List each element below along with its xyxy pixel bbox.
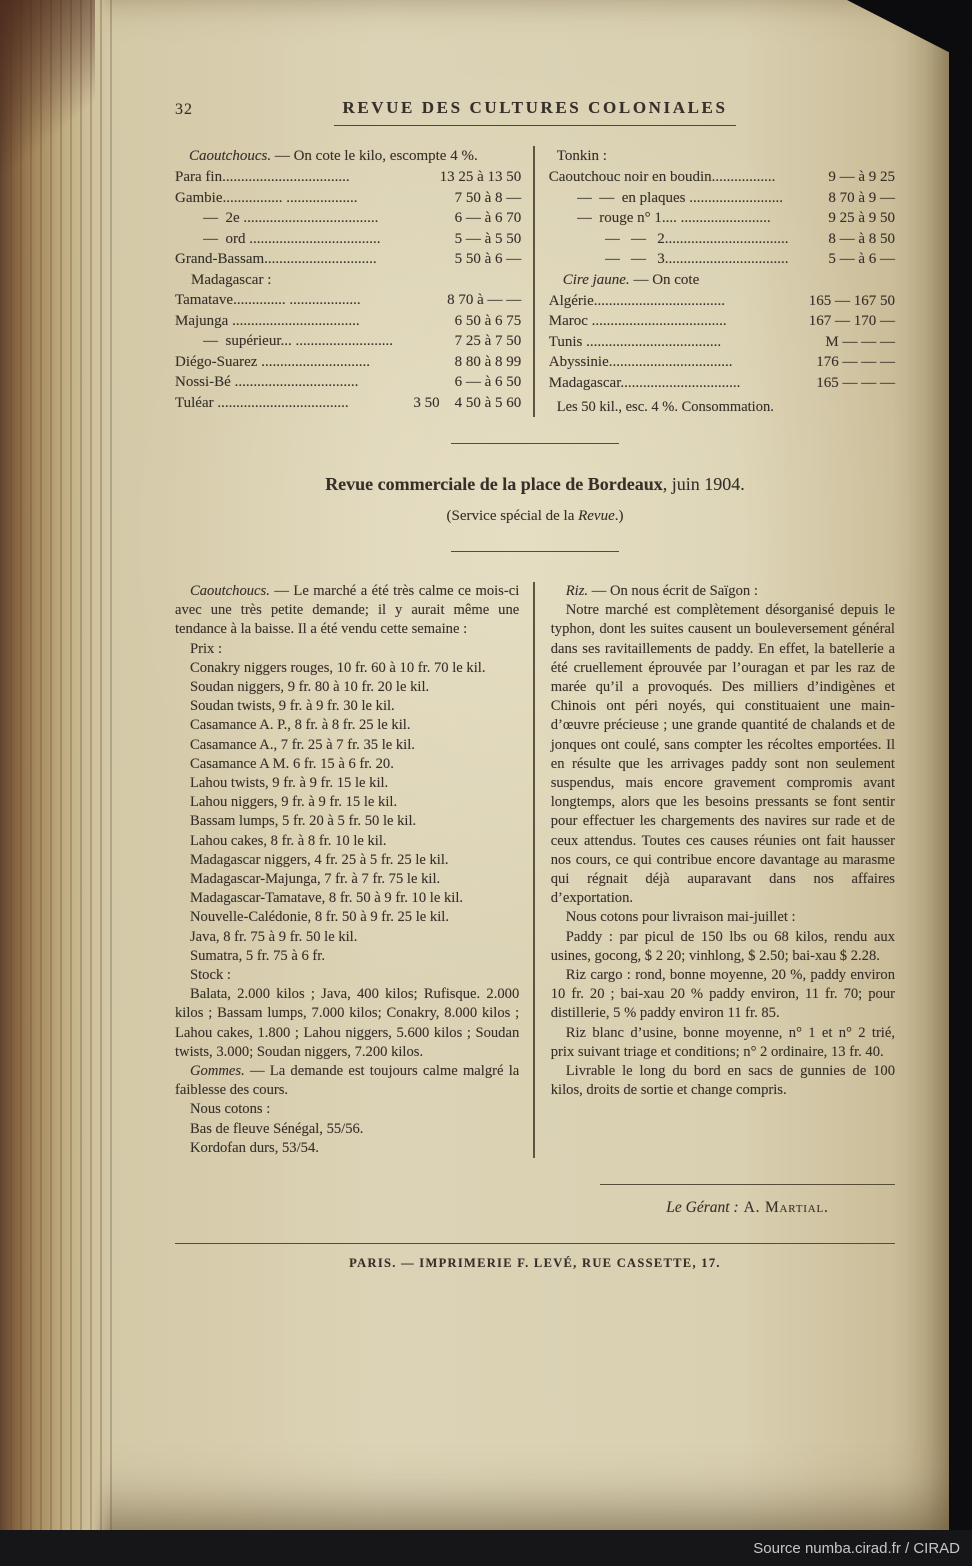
price-label: Nossi-Bé ................................. <box>175 374 359 390</box>
paragraph-text: Madagascar niggers, 4 fr. 25 à 5 fr. 25 le kil. <box>190 851 449 868</box>
paragraph <box>175 966 519 985</box>
paragraph-lead: Gommes. <box>190 1063 245 1080</box>
paragraph-text: Casamance A M. 6 fr. 15 à 6 fr. 20. <box>190 755 394 772</box>
price-value: 3 50 4 50 à 5 60 <box>413 394 522 411</box>
price-row <box>549 291 895 312</box>
gerant-label: Le Gérant : <box>666 1199 739 1217</box>
paragraph-text: Riz cargo : rond, bonne moyenne, 20 %, paddy environ 10 fr. 20 ; bai-xau 20 % paddy environ, 11 fr. 70; pour distillerie, 5 % paddy environ 11 fr. 85. <box>550 967 895 1022</box>
escompte-note: Les 50 kil., esc. 4 %. Consommation. <box>556 399 774 415</box>
paragraph-text: Casamance A., 7 fr. 25 à 7 fr. 35 le kil. <box>190 736 415 753</box>
price-label: — — en plaques ......................... <box>576 189 783 206</box>
paragraph <box>551 1024 895 1062</box>
price-value: M — — — <box>825 333 895 350</box>
price-value: 6 — à 6 70 <box>454 210 522 226</box>
paragraph-text: Kordofan durs, 53/54. <box>190 1139 319 1156</box>
section-separator-rule <box>451 551 619 552</box>
paragraph-text: Bas de fleuve Sénégal, 55/56. <box>190 1120 364 1137</box>
price-value: 8 70 à 9 — <box>828 189 895 206</box>
cire-jaune-price-list <box>549 291 895 394</box>
paragraph-text: Prix : <box>190 640 223 657</box>
caoutchoucs-label: Caoutchoucs. <box>189 148 272 164</box>
price-value: 13 25 à 13 50 <box>439 169 522 185</box>
spine-corner-shadow <box>0 0 95 180</box>
page-content <box>175 98 895 1271</box>
price-row <box>175 167 521 188</box>
paragraph-text: Madagascar-Majunga, 7 fr. à 7 fr. 75 le kil. <box>190 871 441 888</box>
paragraph-text: Nous cotons : <box>190 1101 271 1118</box>
price-row <box>549 373 895 394</box>
price-label: — rouge n° 1.... ........................ <box>576 210 771 226</box>
paragraph <box>175 812 519 831</box>
paragraph-lead: Caoutchoucs. <box>190 583 270 599</box>
paragraph <box>175 1062 519 1100</box>
price-value: 9 — à 9 25 <box>828 169 895 185</box>
paragraph-text: Notre marché est complètement désorganisé depuis le typhon, dont les suites causent un bouleversement général dans ses ravitaillements de paddy. En effet, la batellerie a été cruellement éprouvée par l’ouragan et par les raz de marée qu’il a provoqués. Des milliers d’indigènes et Chinois ont péri noyés, qui constituaient une main-d’œuvre précieuse ; une grande quantité de chalands et de jonques ont coulé, sans compter les récoltes emportées. Il en résulte que les arrivages paddy sont non seulement suspendus, mais encore gravement compromis avant longtemps, alors que les besoins pressants se font sentir pour effectuer les chargements des navires sur rade et de ceux attendus. Toutes ces causes réunies ont fait hausser nos cours, ce qui contribue encore davantage au marasme qui régnait déjà auparavant dans nos affaires d’exportation. <box>550 602 895 907</box>
paragraph <box>175 985 519 1062</box>
price-row <box>175 311 521 332</box>
price-value: 7 25 à 7 50 <box>454 333 522 349</box>
paragraph <box>175 1120 519 1139</box>
paragraph-text: Java, 8 fr. 75 à 9 fr. 50 le kil. <box>190 928 358 945</box>
paragraph-text: Sumatra, 5 fr. 75 à 6 fr. <box>190 947 325 964</box>
price-row <box>175 352 521 373</box>
paragraph <box>175 947 519 966</box>
section-subtitle <box>175 508 895 525</box>
gerant-line <box>600 1199 895 1217</box>
price-label: Tunis .................................... <box>548 333 722 350</box>
price-label: — — 2................................. <box>604 230 789 247</box>
price-column-left <box>175 146 533 417</box>
imprint-rule <box>175 1243 895 1244</box>
paragraph <box>175 851 519 870</box>
paragraph-text: Paddy : par picul de 150 lbs ou 68 kilos, rendu aux usines, gocong, $ 2 20; vinhlong, $ 2.50; bai-xau $ 2.28. <box>550 928 895 964</box>
paragraph <box>551 908 895 927</box>
paragraph-text: Livrable le long du bord en sacs de gunnies de 100 kilos, droits de sortie et change compris. <box>550 1063 895 1099</box>
paragraph <box>551 1062 895 1100</box>
paragraph-text: Balata, 2.000 kilos ; Java, 400 kilos; Rufisque. 2.000 kilos ; Bassam lumps, 7.000 kilos; Conakry, 8.000 kilos ; Lahou cakes, 1.800 ; Lahou niggers, 5.600 kilos ; Soudan twists, 3.000; Soudan niggers, 7.200 kilos. <box>175 986 520 1060</box>
paragraph <box>175 832 519 851</box>
price-value: 9 25 à 9 50 <box>828 210 895 226</box>
price-value: 6 — à 6 50 <box>454 374 522 390</box>
price-row <box>549 249 895 270</box>
gerant-block <box>600 1184 895 1217</box>
paragraph-text: Madagascar-Tamatave, 8 fr. 50 à 9 fr. 10 le kil. <box>190 890 464 907</box>
price-row <box>175 372 521 393</box>
gerant-rule <box>600 1184 895 1185</box>
subtitle-revue: Revue <box>578 508 615 524</box>
paragraph <box>175 1139 519 1158</box>
price-label: Para fin.................................. <box>175 169 350 185</box>
price-row <box>549 332 895 353</box>
book-binding-edge <box>0 0 112 1530</box>
paragraph-text: Lahou niggers, 9 fr. à 9 fr. 15 le kil. <box>190 794 398 811</box>
paragraph-text: Casamance A. P., 8 fr. à 8 fr. 25 le kil. <box>190 717 411 734</box>
price-value: 6 50 à 6 75 <box>454 312 522 329</box>
paragraph <box>175 755 519 774</box>
running-header <box>175 98 895 126</box>
cire-jaune-label: Cire jaune. <box>562 271 630 288</box>
price-row <box>549 311 895 332</box>
price-label: — 2e .................................... <box>203 210 379 226</box>
paragraph-text: — La demande est toujours calme malgré la faiblesse des cours. <box>175 1063 520 1099</box>
price-row <box>549 188 895 209</box>
price-value: 165 — 167 50 <box>808 292 895 309</box>
price-label: Grand-Bassam.............................. <box>175 251 377 267</box>
paragraph <box>175 870 519 889</box>
price-column-right <box>535 146 895 417</box>
price-row <box>175 290 521 311</box>
paragraph-text: Conakry niggers rouges, 10 fr. 60 à 10 fr. 70 le kil. <box>190 659 486 676</box>
paragraph-text: Riz blanc d’usine, bonne moyenne, n° 1 et n° 2 trié, prix suivant triage et conditions; n° 2 ordinaire, 13 fr. 40. <box>550 1024 895 1060</box>
paragraph-text: Stock : <box>190 967 231 984</box>
price-value: 5 — à 5 50 <box>454 230 522 247</box>
paragraph <box>175 716 519 735</box>
caoutchouc-price-list <box>175 167 521 413</box>
paragraph <box>551 928 895 966</box>
paragraph-text: Lahou cakes, 8 fr. à 8 fr. 10 le kil. <box>190 832 387 849</box>
paragraph-text: — On nous écrit de Saïgon : <box>588 583 758 599</box>
market-report-right-column <box>535 582 895 1158</box>
paragraph <box>551 966 895 1024</box>
paragraph <box>175 678 519 697</box>
paragraph-lead: Riz. <box>565 583 589 599</box>
tonkin-heading: Tonkin : <box>556 148 607 164</box>
paragraph-text: Lahou twists, 9 fr. à 9 fr. 15 le kil. <box>190 775 389 792</box>
price-quotations-section <box>175 146 895 417</box>
paragraph <box>175 640 519 659</box>
caoutchoucs-lead <box>175 146 521 167</box>
price-label: Gambie................ ................... <box>175 189 358 206</box>
price-row <box>549 208 895 229</box>
price-row <box>549 167 895 188</box>
paragraph <box>175 908 519 927</box>
price-label: Majunga .................................. <box>175 312 360 329</box>
price-label: Maroc .................................... <box>548 313 727 329</box>
price-value: 176 — — — <box>816 354 895 370</box>
price-row <box>549 352 895 373</box>
section-separator-rule <box>451 443 619 444</box>
price-label: — ord ................................... <box>203 230 381 247</box>
price-value: 167 — 170 — <box>808 313 895 329</box>
paragraph <box>175 582 519 640</box>
paragraph-text: Nouvelle-Calédonie, 8 fr. 50 à 9 fr. 25 le kil. <box>190 909 449 926</box>
price-value: 5 — à 6 — <box>828 251 895 267</box>
market-report-section <box>175 582 895 1158</box>
source-attribution-bar <box>0 1530 972 1566</box>
section-title-main: Revue commerciale de la place de Bordeaux <box>325 474 663 494</box>
paragraph-text: — Le marché a été très calme ce mois-ci avec une très petite demande; il y aurait même une tendance à la baisse. Il a été vendu cette semaine : <box>175 583 520 638</box>
section-title-date: , juin 1904. <box>662 474 745 494</box>
paragraph <box>175 889 519 908</box>
paragraph-text: Bassam lumps, 5 fr. 20 à 5 fr. 50 le kil. <box>190 813 417 830</box>
cire-jaune-lead <box>549 270 895 291</box>
paragraph-text: Nous cotons pour livraison mai-juillet : <box>565 909 796 926</box>
subtitle-pre: (Service spécial de la <box>446 508 579 524</box>
price-label: Madagascar : <box>191 271 272 288</box>
paragraph <box>175 736 519 755</box>
paragraph <box>175 774 519 793</box>
journal-title: REVUE DES CULTURES COLONIALES <box>334 98 735 126</box>
subtitle-post: .) <box>614 508 624 524</box>
price-row <box>175 331 521 352</box>
price-label: — supérieur... .......................... <box>203 333 393 349</box>
market-report-left-column <box>175 582 533 1158</box>
price-row <box>549 229 895 250</box>
paragraph <box>175 793 519 812</box>
paragraph <box>551 601 895 908</box>
price-value: 5 50 à 6 — <box>454 251 522 267</box>
price-label: Algérie................................... <box>548 292 725 309</box>
price-value: 8 80 à 8 99 <box>454 353 522 370</box>
source-attribution-text: Source numba.cirad.fr / CIRAD <box>753 1539 960 1557</box>
price-row <box>175 270 521 291</box>
price-value: 8 — à 8 50 <box>828 230 895 247</box>
gerant-name: A. Martial. <box>743 1199 829 1217</box>
price-label: Abyssinie................................. <box>548 354 733 370</box>
cire-jaune-lead-text: — On cote <box>629 271 700 288</box>
price-value: 7 50 à 8 — <box>454 189 522 206</box>
price-label: Tuléar ................................... <box>175 394 349 411</box>
price-label: — — 3................................. <box>604 251 789 267</box>
price-value: 165 — — — <box>816 374 895 391</box>
price-row <box>175 229 521 250</box>
price-value: 8 70 à — — <box>447 292 522 308</box>
tonkin-price-list <box>549 167 895 270</box>
price-row <box>175 188 521 209</box>
price-row <box>175 393 521 414</box>
paragraph <box>175 1100 519 1119</box>
paragraph <box>175 659 519 678</box>
price-row <box>175 249 521 270</box>
price-label: Tamatave.............. ................... <box>175 292 361 308</box>
printer-imprint: PARIS. — IMPRIMERIE F. LEVÉ, RUE CASSETTE, 17. <box>349 1256 721 1271</box>
caoutchoucs-lead-text: — On cote le kilo, escompte 4 %. <box>271 148 478 164</box>
section-title <box>175 474 895 495</box>
paragraph <box>175 697 519 716</box>
paragraph <box>551 582 895 601</box>
price-label: Caoutchouc noir en boudin................. <box>548 169 776 185</box>
price-label: Diégo-Suarez ............................. <box>175 353 370 370</box>
paragraph <box>175 928 519 947</box>
page-number: 32 <box>175 101 193 118</box>
paragraph-text: Soudan niggers, 9 fr. 80 à 10 fr. 20 le kil. <box>190 679 430 696</box>
paragraph-text: Soudan twists, 9 fr. à 9 fr. 30 le kil. <box>190 698 395 715</box>
price-row <box>175 208 521 229</box>
price-label: Madagascar................................ <box>548 374 741 391</box>
